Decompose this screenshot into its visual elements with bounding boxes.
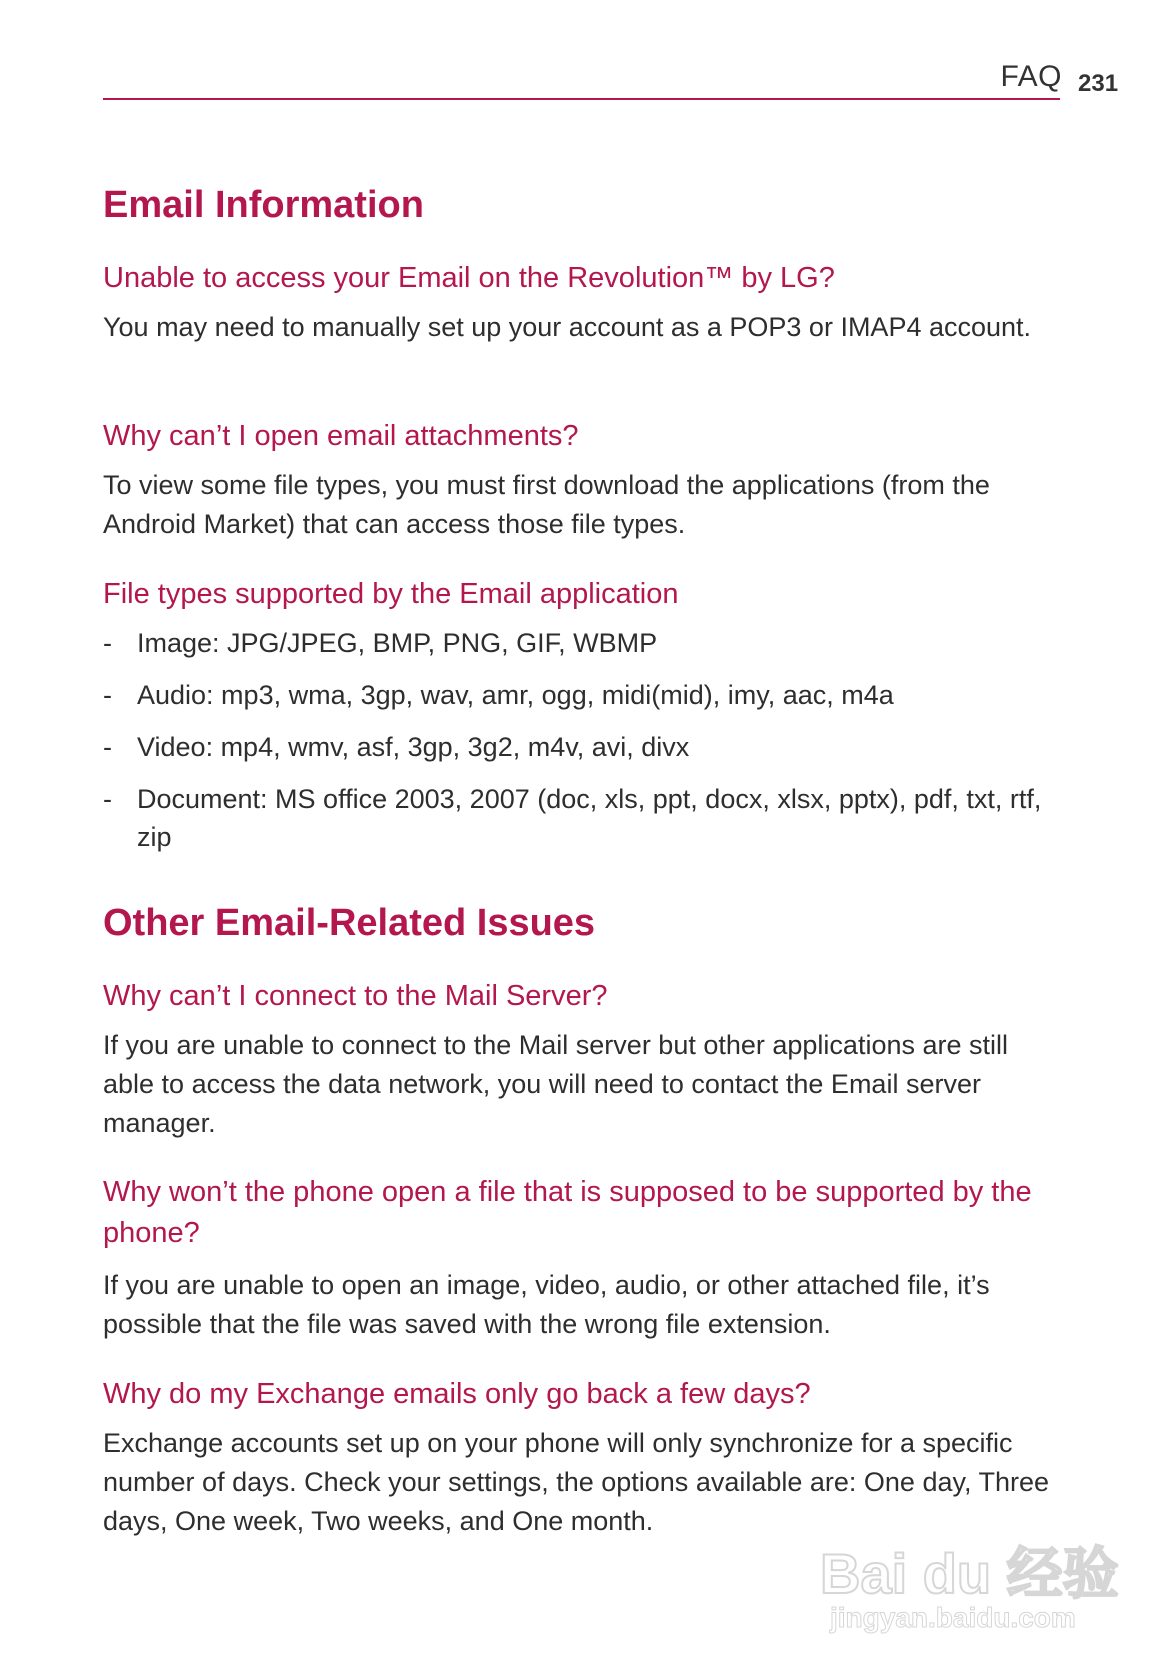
faq-answer: Exchange accounts set up on your phone will only synchronize for a specific number of days. Check your settings, the options available are: One day, Three days, One week, Two weeks, and One month. xyxy=(103,1428,1050,1536)
faq-question: Unable to access your Email on the Revolution™ by LG? xyxy=(103,262,835,294)
faq-answer: If you are unable to open an image, video, audio, or other attached file, it’s possible that the file was saved with the wrong file extension. xyxy=(103,1270,990,1339)
list-item-text: Image: JPG/JPEG, BMP, PNG, GIF, WBMP xyxy=(137,628,658,658)
baidu-watermark xyxy=(820,1510,1119,1640)
faq-question: Why won’t the phone open a file that is supposed to be supported by the phone? xyxy=(103,1176,1032,1249)
faq-question: Why do my Exchange emails only go back a few days? xyxy=(103,1378,811,1410)
list-item-text: Video: mp4, wmv, asf, 3gp, 3g2, m4v, avi, divx xyxy=(137,732,690,762)
section-heading-email-information: Email Information xyxy=(103,184,424,226)
section-heading-other-email-issues: Other Email-Related Issues xyxy=(103,902,596,944)
watermark-logo-text: Bai du 经验 xyxy=(820,1542,1119,1605)
faq-question: File types supported by the Email application xyxy=(103,578,679,610)
header-divider xyxy=(103,98,1060,100)
list-dash: - xyxy=(103,732,112,762)
faq-answer: You may need to manually set up your account as a POP3 or IMAP4 account. xyxy=(103,312,1032,342)
list-item-text: Audio: mp3, wma, 3gp, wav, amr, ogg, midi(mid), imy, aac, m4a xyxy=(137,680,894,710)
watermark-url: jingyan.baidu.com xyxy=(830,1602,1076,1633)
faq-question: Why can’t I open email attachments? xyxy=(103,420,579,452)
faq-answer: If you are unable to connect to the Mail server but other applications are still able to access the data network, you will need to contact the Email server manager. xyxy=(103,1030,1009,1138)
faq-answer: To view some file types, you must first download the applications (from the Android Market) that can access those file types. xyxy=(103,470,990,539)
header-section-title: FAQ xyxy=(1000,60,1062,93)
list-item-text: Document: MS office 2003, 2007 (doc, xls, ppt, docx, xlsx, pptx), pdf, txt, rtf, zip xyxy=(137,784,1042,852)
page-number: 231 xyxy=(1078,70,1119,97)
list-dash: - xyxy=(103,784,112,814)
list-dash: - xyxy=(103,680,112,710)
list-dash: - xyxy=(103,628,112,658)
faq-question: Why can’t I connect to the Mail Server? xyxy=(103,980,608,1012)
